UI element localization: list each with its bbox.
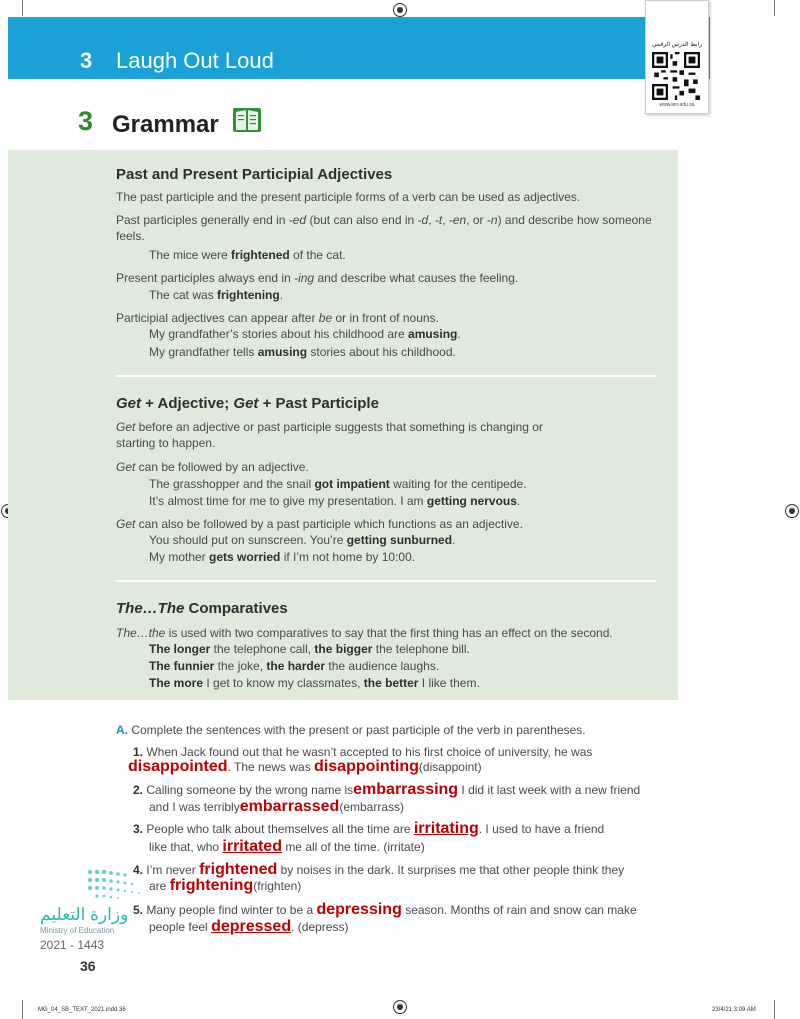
- rule-text: Past participles generally end in -ed (but can also end in -d, -t, -en, or -n) and describe how someone feels.: [116, 213, 652, 243]
- qr-label: رابط الدرس الرقمي: [651, 42, 703, 48]
- exercise-item: and I was terriblyembarrassed(embarrass): [149, 798, 405, 815]
- ministry-year: 2021 - 1443: [40, 938, 105, 952]
- example-sentence: You should put on sunscreen. You’re getting sunburned.: [149, 533, 456, 547]
- block-heading: Get + Adjective; Get + Past Participle: [116, 395, 379, 412]
- divider: [116, 375, 656, 377]
- rule-text: Get can also be followed by a past participle which functions as an adjective.: [116, 517, 523, 531]
- example-sentence: My mother gets worried if I’m not home by 10:00.: [149, 550, 416, 564]
- exercise-item: 5. Many people find winter to be a depressing season. Months of rain and snow can make: [133, 901, 637, 918]
- exercise-item: 3. People who talk about themselves all the time are irritating. I used to have a friend: [133, 820, 605, 837]
- book-icon: [232, 106, 262, 134]
- answer[interactable]: depressing: [316, 901, 402, 918]
- unit-number: 3: [80, 48, 93, 73]
- rule-text: The…the is used with two comparatives to say that the first thing has an effect on the second.: [116, 626, 613, 640]
- qr-code-icon: [652, 52, 700, 100]
- block-heading: The…The Comparatives: [116, 600, 288, 617]
- answer[interactable]: irritating: [413, 820, 479, 837]
- rule-text: Get can be followed by an adjective.: [116, 460, 309, 474]
- exercise-item: are frightening(frighten): [149, 877, 302, 894]
- example-sentence: It’s almost time for me to give my presentation. I am getting nervous.: [149, 494, 521, 508]
- answer[interactable]: frightening: [169, 877, 254, 894]
- example-sentence: The longer the telephone call, the bigger the telephone bill.: [149, 642, 470, 656]
- example-sentence: My grandfather tells amusing stories about his childhood.: [149, 345, 456, 359]
- rule-text: Present participles always end in -ing and describe what causes the feeling.: [116, 271, 519, 285]
- exercise-item: 4. I’m never frightened by noises in the dark. It surprises me that other people think they: [133, 861, 625, 878]
- example-sentence: My grandfather’s stories about his childhood are amusing.: [149, 327, 461, 341]
- section-title: Grammar: [112, 111, 219, 138]
- crop-mark: [774, 0, 775, 16]
- registration-mark: [393, 1000, 407, 1014]
- example-sentence: The mice were frightened of the cat.: [149, 248, 346, 262]
- answer[interactable]: frightened: [199, 861, 278, 878]
- unit-title: Laugh Out Loud: [116, 48, 274, 73]
- ministry-name-arabic: وزارة التعليم: [40, 905, 129, 924]
- exercise-instruction: A. Complete the sentences with the present or past participle of the verb in parentheses.: [116, 723, 586, 737]
- exercise-item: 2. Calling someone by the wrong name isembarrassing I did it last week with a new friend: [133, 781, 641, 798]
- ministry-name-english: Ministry of Education: [40, 926, 115, 935]
- example-sentence: The more I get to know my classmates, the better I like them.: [149, 676, 480, 690]
- footer-date: 23/4/21 3:09 AM: [712, 1007, 756, 1013]
- digital-lesson-qr[interactable]: [645, 0, 709, 114]
- answer[interactable]: disappointed: [128, 758, 228, 775]
- section-number: 3: [78, 106, 94, 136]
- footer-file: MG_04_SB_TEXT_2021.indd 36: [38, 1007, 126, 1013]
- divider: [116, 580, 656, 582]
- rule-text: Participial adjectives can appear after be or in front of nouns.: [116, 311, 439, 325]
- page-number: 36: [80, 958, 96, 974]
- unit-header-band: [8, 17, 710, 79]
- registration-mark: [393, 3, 407, 17]
- block-heading: Past and Present Participial Adjectives: [116, 166, 393, 183]
- rule-text: The past participle and the present participle forms of a verb can be used as adjectives.: [116, 190, 581, 204]
- example-sentence: The cat was frightening.: [149, 288, 284, 302]
- registration-mark: [785, 504, 799, 518]
- answer[interactable]: depressed: [211, 918, 292, 935]
- rule-text: Get before an adjective or past participle suggests that something is changing or starting to happen.: [116, 420, 543, 450]
- answer[interactable]: irritated: [222, 838, 282, 855]
- crop-mark: [22, 0, 23, 16]
- answer[interactable]: disappointing: [314, 758, 419, 775]
- answer[interactable]: embarrassing: [353, 781, 459, 798]
- exercise-item: 1. When Jack found out that he wasn’t accepted to his first choice of university, he was: [133, 745, 593, 759]
- exercise-item: like that, who irritated me all of the time. (irritate): [149, 838, 425, 855]
- exercise-item: people feel depressed. (depress): [149, 918, 349, 935]
- example-sentence: The funnier the joke, the harder the audience laughs.: [149, 659, 440, 673]
- exercise-item: disappointed. The news was disappointing(disappoint): [128, 758, 482, 775]
- qr-url: www.ien.edu.sa: [659, 102, 695, 108]
- example-sentence: The grasshopper and the snail got impatient waiting for the centipede.: [149, 477, 527, 491]
- crop-mark: [22, 1000, 23, 1019]
- answer[interactable]: embarrassed: [239, 798, 340, 815]
- crop-mark: [774, 1000, 775, 1019]
- ministry-logo-icon: [84, 866, 164, 902]
